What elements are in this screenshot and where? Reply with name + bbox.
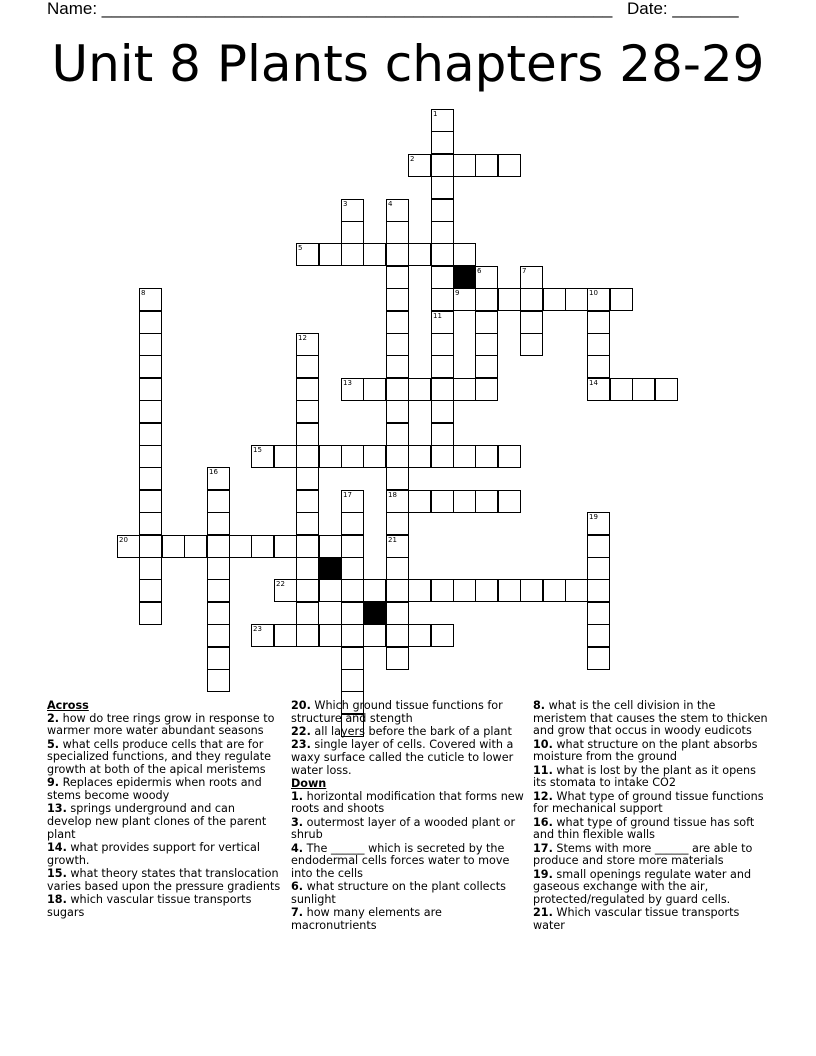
clue-number: 19. bbox=[533, 867, 553, 881]
grid-cell[interactable] bbox=[139, 535, 162, 558]
cell-number: 16 bbox=[209, 468, 218, 476]
grid-cell[interactable] bbox=[386, 467, 409, 490]
grid-black-cell bbox=[453, 266, 476, 289]
across-heading: Across bbox=[47, 699, 89, 712]
grid-cell[interactable] bbox=[363, 579, 386, 602]
cell-number: 18 bbox=[388, 491, 397, 499]
clue-number: 15. bbox=[47, 867, 67, 881]
clue-text: what is lost by the plant as it opens its stomata to intake CO2 bbox=[533, 763, 756, 790]
grid-cell[interactable] bbox=[610, 288, 633, 311]
clue-number: 10. bbox=[533, 737, 553, 751]
grid-cell[interactable] bbox=[341, 512, 364, 535]
clue-number: 16. bbox=[533, 815, 553, 829]
grid-cell[interactable] bbox=[274, 535, 297, 558]
grid-cell[interactable] bbox=[296, 624, 319, 647]
grid-cell[interactable] bbox=[498, 490, 521, 513]
grid-cell[interactable] bbox=[386, 378, 409, 401]
clue-text: what type of ground tissue has soft and thin flexible walls bbox=[533, 815, 755, 842]
clue-item bbox=[291, 700, 527, 725]
grid-cell[interactable] bbox=[207, 512, 230, 535]
grid-cell[interactable] bbox=[587, 624, 610, 647]
grid-cell[interactable] bbox=[610, 378, 633, 401]
clue-text: how many elements are macronutrients bbox=[291, 906, 442, 933]
grid-cell[interactable] bbox=[251, 445, 274, 468]
cell-number: 17 bbox=[343, 491, 352, 499]
clue-text: What type of ground tissue functions for mechanical support bbox=[533, 789, 764, 816]
clue-number: 18. bbox=[47, 893, 67, 907]
grid-cell[interactable] bbox=[475, 311, 498, 334]
clue-number: 2. bbox=[47, 711, 60, 725]
grid-cell[interactable] bbox=[386, 445, 409, 468]
grid-cell[interactable] bbox=[475, 266, 498, 289]
cell-number: 5 bbox=[298, 244, 303, 252]
cell-number: 3 bbox=[343, 200, 348, 208]
grid-cell[interactable] bbox=[587, 647, 610, 670]
grid-cell[interactable] bbox=[363, 624, 386, 647]
clue-item bbox=[533, 739, 769, 764]
grid-cell[interactable] bbox=[565, 579, 588, 602]
grid-cell[interactable] bbox=[296, 535, 319, 558]
grid-cell[interactable] bbox=[296, 445, 319, 468]
grid-cell[interactable] bbox=[587, 557, 610, 580]
cell-number: 19 bbox=[589, 513, 598, 521]
grid-cell[interactable] bbox=[184, 535, 207, 558]
clue-text: what theory states that translocation varies based upon the pressure gradients bbox=[47, 867, 281, 893]
grid-cell[interactable] bbox=[341, 378, 364, 401]
clues-column-1 bbox=[47, 700, 283, 920]
grid-cell[interactable] bbox=[408, 243, 431, 266]
clue-text: The ______ which is secreted by the endodermal cells forces water to move into the cells bbox=[291, 841, 510, 881]
grid-cell[interactable] bbox=[408, 154, 431, 177]
cell-number: 8 bbox=[141, 289, 146, 297]
clue-item bbox=[47, 803, 283, 841]
clues-column-3 bbox=[533, 700, 769, 933]
cell-number: 15 bbox=[253, 446, 262, 454]
grid-cell[interactable] bbox=[162, 535, 185, 558]
grid-cell[interactable] bbox=[431, 355, 454, 378]
grid-cell[interactable] bbox=[587, 512, 610, 535]
grid-cell[interactable] bbox=[431, 378, 454, 401]
grid-cell[interactable] bbox=[431, 490, 454, 513]
clue-number: 4. bbox=[291, 841, 304, 855]
grid-cell[interactable] bbox=[341, 602, 364, 625]
grid-cell[interactable] bbox=[139, 512, 162, 535]
cell-number: 23 bbox=[253, 625, 262, 633]
clue-item bbox=[291, 791, 527, 816]
grid-cell[interactable] bbox=[543, 579, 566, 602]
clue-item bbox=[47, 713, 283, 738]
clue-number: 12. bbox=[533, 789, 553, 803]
grid-cell[interactable] bbox=[587, 311, 610, 334]
clue-item bbox=[47, 777, 283, 802]
grid-cell[interactable] bbox=[296, 557, 319, 580]
grid-cell[interactable] bbox=[386, 535, 409, 558]
clue-text: springs underground and can develop new plant clones of the parent plant bbox=[47, 802, 267, 841]
grid-cell[interactable] bbox=[386, 199, 409, 222]
grid-cell[interactable] bbox=[207, 647, 230, 670]
cell-number: 6 bbox=[477, 267, 482, 275]
grid-cell[interactable] bbox=[139, 311, 162, 334]
grid-cell[interactable] bbox=[520, 579, 543, 602]
grid-cell[interactable] bbox=[296, 243, 319, 266]
clues-column-2 bbox=[291, 700, 527, 933]
cell-number: 10 bbox=[589, 289, 598, 297]
grid-cell[interactable] bbox=[431, 288, 454, 311]
grid-cell[interactable] bbox=[475, 445, 498, 468]
grid-cell[interactable] bbox=[139, 490, 162, 513]
clue-number: 8. bbox=[533, 699, 546, 712]
grid-cell[interactable] bbox=[319, 535, 342, 558]
clue-text: what structure on the plant collects sunlight bbox=[291, 880, 506, 907]
clue-text: Which vascular tissue transports water bbox=[533, 906, 740, 933]
cell-number: 4 bbox=[388, 200, 393, 208]
grid-cell[interactable] bbox=[139, 333, 162, 356]
clue-number: 23. bbox=[291, 738, 311, 752]
grid-cell[interactable] bbox=[386, 602, 409, 625]
across-clue-list bbox=[47, 713, 283, 920]
clue-item bbox=[533, 869, 769, 907]
grid-cell[interactable] bbox=[587, 333, 610, 356]
grid-cell[interactable] bbox=[431, 109, 454, 132]
clue-number: 11. bbox=[533, 763, 553, 777]
clue-text: what is the cell division in the meristem that causes the stem to thicken and grow that occus in woody eudicots bbox=[533, 699, 768, 738]
grid-cell[interactable] bbox=[207, 669, 230, 692]
grid-cell[interactable] bbox=[251, 535, 274, 558]
clue-item bbox=[533, 843, 769, 868]
cell-number: 2 bbox=[410, 155, 415, 163]
cell-number: 12 bbox=[298, 334, 307, 342]
grid-cell[interactable] bbox=[431, 199, 454, 222]
grid-cell[interactable] bbox=[587, 579, 610, 602]
grid-cell[interactable] bbox=[319, 445, 342, 468]
grid-cell[interactable] bbox=[296, 579, 319, 602]
clue-text: small openings regulate water and gaseous exchange with the air, protected/regulated by guard cells. bbox=[533, 867, 752, 907]
clue-item bbox=[533, 791, 769, 816]
grid-cell[interactable] bbox=[207, 624, 230, 647]
clue-item bbox=[47, 739, 283, 777]
grid-black-cell bbox=[319, 557, 342, 580]
grid-cell[interactable] bbox=[453, 445, 476, 468]
grid-cell[interactable] bbox=[341, 557, 364, 580]
clue-number: 9. bbox=[47, 776, 60, 790]
grid-cell[interactable] bbox=[341, 624, 364, 647]
grid-cell[interactable] bbox=[431, 266, 454, 289]
grid-cell[interactable] bbox=[386, 647, 409, 670]
grid-cell[interactable] bbox=[386, 333, 409, 356]
clue-item bbox=[291, 907, 527, 932]
grid-cell[interactable] bbox=[587, 378, 610, 401]
clue-text: Which ground tissue functions for structure and stength bbox=[291, 699, 503, 725]
clue-number: 6. bbox=[291, 880, 304, 894]
grid-cell[interactable] bbox=[363, 378, 386, 401]
grid-cell[interactable] bbox=[341, 199, 364, 222]
grid-cell[interactable] bbox=[386, 512, 409, 535]
cell-number: 7 bbox=[522, 267, 527, 275]
across-clue-list-continued bbox=[291, 700, 527, 777]
grid-cell[interactable] bbox=[341, 535, 364, 558]
grid-cell[interactable] bbox=[386, 624, 409, 647]
grid-cell[interactable] bbox=[475, 288, 498, 311]
grid-cell[interactable] bbox=[386, 400, 409, 423]
grid-black-cell bbox=[363, 602, 386, 625]
grid-cell[interactable] bbox=[296, 333, 319, 356]
grid-cell[interactable] bbox=[139, 445, 162, 468]
clue-number: 22. bbox=[291, 725, 311, 738]
grid-cell[interactable] bbox=[341, 669, 364, 692]
grid-cell[interactable] bbox=[431, 131, 454, 154]
grid-cell[interactable] bbox=[453, 490, 476, 513]
grid-cell[interactable] bbox=[431, 579, 454, 602]
grid-cell[interactable] bbox=[587, 288, 610, 311]
clue-text: single layer of cells. Covered with a waxy surface called the cuticle to lower water loss. bbox=[291, 738, 514, 777]
grid-cell[interactable] bbox=[207, 602, 230, 625]
clue-item bbox=[291, 739, 527, 777]
grid-cell[interactable] bbox=[655, 378, 678, 401]
cell-number: 20 bbox=[119, 536, 128, 544]
name-field[interactable]: Name: ______________________________________________________ bbox=[47, 0, 613, 18]
grid-cell[interactable] bbox=[341, 243, 364, 266]
grid-cell[interactable] bbox=[565, 288, 588, 311]
grid-cell[interactable] bbox=[139, 423, 162, 446]
grid-cell[interactable] bbox=[453, 579, 476, 602]
clue-text: what provides support for vertical growth. bbox=[47, 841, 260, 867]
grid-cell[interactable] bbox=[139, 378, 162, 401]
grid-cell[interactable] bbox=[431, 445, 454, 468]
grid-cell[interactable] bbox=[587, 355, 610, 378]
grid-cell[interactable] bbox=[431, 221, 454, 244]
grid-cell[interactable] bbox=[207, 557, 230, 580]
clue-item bbox=[291, 881, 527, 906]
grid-cell[interactable] bbox=[386, 288, 409, 311]
grid-cell[interactable] bbox=[386, 423, 409, 446]
grid-cell[interactable] bbox=[341, 445, 364, 468]
grid-cell[interactable] bbox=[386, 311, 409, 334]
grid-cell[interactable] bbox=[296, 378, 319, 401]
clue-item bbox=[533, 907, 769, 932]
clue-text: outermost layer of a wooded plant or shrub bbox=[291, 815, 516, 842]
grid-cell[interactable] bbox=[475, 154, 498, 177]
grid-cell[interactable] bbox=[520, 288, 543, 311]
clue-number: 3. bbox=[291, 815, 304, 829]
cell-number: 1 bbox=[433, 110, 438, 118]
grid-cell[interactable] bbox=[431, 624, 454, 647]
grid-cell[interactable] bbox=[319, 579, 342, 602]
clue-text: what cells produce cells that are for specialized functions, and they regulate growth at both of the apical meristems bbox=[47, 737, 272, 777]
clue-item bbox=[533, 817, 769, 842]
clue-number: 5. bbox=[47, 737, 60, 751]
clue-number: 21. bbox=[533, 906, 553, 920]
page-title: Unit 8 Plants chapters 28-29 bbox=[51, 35, 765, 93]
grid-cell[interactable] bbox=[431, 400, 454, 423]
clue-text: Stems with more ______ are able to produce and store more materials bbox=[533, 841, 753, 868]
cell-number: 14 bbox=[589, 379, 598, 387]
grid-cell[interactable] bbox=[139, 400, 162, 423]
grid-cell[interactable] bbox=[520, 311, 543, 334]
grid-cell[interactable] bbox=[386, 579, 409, 602]
down-clue-list bbox=[291, 791, 527, 933]
cell-number: 13 bbox=[343, 379, 352, 387]
grid-cell[interactable] bbox=[296, 512, 319, 535]
clue-text: which vascular tissue transports sugars bbox=[47, 893, 252, 919]
grid-cell[interactable] bbox=[363, 243, 386, 266]
grid-cell[interactable] bbox=[498, 154, 521, 177]
grid-cell[interactable] bbox=[475, 579, 498, 602]
clue-text: what structure on the plant absorbs moisture from the ground bbox=[533, 737, 758, 764]
grid-cell[interactable] bbox=[520, 333, 543, 356]
grid-cell[interactable] bbox=[408, 378, 431, 401]
grid-cell[interactable] bbox=[408, 624, 431, 647]
grid-cell[interactable] bbox=[363, 445, 386, 468]
grid-cell[interactable] bbox=[453, 378, 476, 401]
grid-cell[interactable] bbox=[587, 535, 610, 558]
grid-cell[interactable] bbox=[431, 176, 454, 199]
grid-cell[interactable] bbox=[498, 579, 521, 602]
grid-cell[interactable] bbox=[207, 579, 230, 602]
cell-number: 9 bbox=[455, 289, 460, 297]
grid-cell[interactable] bbox=[431, 423, 454, 446]
grid-cell[interactable] bbox=[139, 557, 162, 580]
grid-cell[interactable] bbox=[386, 221, 409, 244]
clue-number: 14. bbox=[47, 841, 67, 855]
grid-cell[interactable] bbox=[386, 355, 409, 378]
grid-cell[interactable] bbox=[386, 557, 409, 580]
grid-cell[interactable] bbox=[341, 221, 364, 244]
down-heading: Down bbox=[291, 777, 327, 790]
grid-cell[interactable] bbox=[274, 624, 297, 647]
cell-number: 22 bbox=[276, 580, 285, 588]
grid-cell[interactable] bbox=[386, 490, 409, 513]
clue-item bbox=[47, 868, 283, 893]
grid-cell[interactable] bbox=[408, 490, 431, 513]
clue-number: 13. bbox=[47, 802, 67, 816]
clue-item bbox=[533, 700, 769, 738]
grid-cell[interactable] bbox=[475, 490, 498, 513]
grid-cell[interactable] bbox=[139, 467, 162, 490]
cell-number: 11 bbox=[433, 312, 442, 320]
grid-cell[interactable] bbox=[341, 490, 364, 513]
cell-number: 21 bbox=[388, 536, 397, 544]
grid-cell[interactable] bbox=[475, 378, 498, 401]
grid-cell[interactable] bbox=[498, 445, 521, 468]
clue-item bbox=[291, 843, 527, 881]
grid-cell[interactable] bbox=[431, 333, 454, 356]
grid-cell[interactable] bbox=[475, 355, 498, 378]
clue-number: 7. bbox=[291, 906, 304, 920]
grid-cell[interactable] bbox=[475, 333, 498, 356]
grid-cell[interactable] bbox=[251, 624, 274, 647]
grid-cell[interactable] bbox=[296, 355, 319, 378]
grid-cell[interactable] bbox=[408, 579, 431, 602]
clue-item bbox=[291, 726, 527, 739]
grid-cell[interactable] bbox=[520, 266, 543, 289]
down-clue-list-continued bbox=[533, 700, 769, 933]
grid-cell[interactable] bbox=[207, 535, 230, 558]
grid-cell[interactable] bbox=[296, 490, 319, 513]
clue-text: how do tree rings grow in response to warmer more water abundant seasons bbox=[47, 711, 275, 738]
clue-item bbox=[47, 842, 283, 867]
grid-cell[interactable] bbox=[543, 288, 566, 311]
clue-text: Replaces epidermis when roots and stems become woody bbox=[47, 776, 262, 803]
grid-cell[interactable] bbox=[587, 602, 610, 625]
grid-cell[interactable] bbox=[296, 467, 319, 490]
grid-cell[interactable] bbox=[453, 243, 476, 266]
grid-cell[interactable] bbox=[139, 602, 162, 625]
grid-cell[interactable] bbox=[229, 535, 252, 558]
grid-cell[interactable] bbox=[431, 311, 454, 334]
clue-text: all layers before the bark of a plant bbox=[310, 725, 512, 738]
grid-cell[interactable] bbox=[207, 467, 230, 490]
grid-cell[interactable] bbox=[632, 378, 655, 401]
grid-cell[interactable] bbox=[341, 579, 364, 602]
clue-item bbox=[291, 817, 527, 842]
grid-cell[interactable] bbox=[139, 288, 162, 311]
grid-cell[interactable] bbox=[408, 445, 431, 468]
grid-cell[interactable] bbox=[274, 445, 297, 468]
grid-cell[interactable] bbox=[498, 288, 521, 311]
grid-cell[interactable] bbox=[319, 624, 342, 647]
grid-cell[interactable] bbox=[453, 288, 476, 311]
grid-cell[interactable] bbox=[274, 579, 297, 602]
grid-cell[interactable] bbox=[139, 355, 162, 378]
grid-cell[interactable] bbox=[386, 243, 409, 266]
clue-number: 20. bbox=[291, 699, 311, 712]
clue-number: 17. bbox=[533, 841, 553, 855]
grid-cell[interactable] bbox=[386, 266, 409, 289]
clue-item bbox=[533, 765, 769, 790]
grid-cell[interactable] bbox=[117, 535, 140, 558]
grid-cell[interactable] bbox=[296, 423, 319, 446]
grid-cell[interactable] bbox=[431, 243, 454, 266]
grid-cell[interactable] bbox=[207, 490, 230, 513]
clue-text: horizontal modification that forms new roots and shoots bbox=[291, 789, 524, 816]
grid-cell[interactable] bbox=[453, 154, 476, 177]
grid-cell[interactable] bbox=[296, 602, 319, 625]
clue-number: 1. bbox=[291, 789, 304, 803]
clue-item bbox=[47, 894, 283, 919]
grid-cell[interactable] bbox=[431, 154, 454, 177]
grid-cell[interactable] bbox=[296, 400, 319, 423]
grid-cell[interactable] bbox=[341, 647, 364, 670]
grid-cell[interactable] bbox=[319, 243, 342, 266]
grid-cell[interactable] bbox=[139, 579, 162, 602]
date-field[interactable]: Date: _______ bbox=[627, 0, 739, 18]
